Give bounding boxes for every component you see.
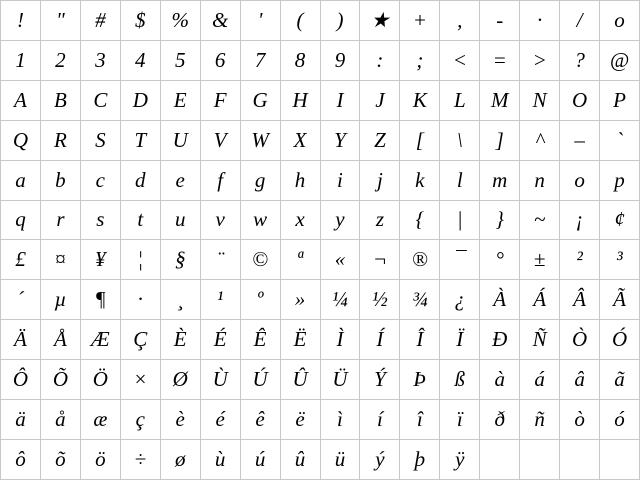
glyph-cell[interactable]: Ã	[600, 280, 640, 320]
glyph-cell[interactable]: Ä	[1, 320, 41, 360]
glyph-cell[interactable]: °	[480, 240, 520, 280]
glyph-cell[interactable]: å	[40, 400, 80, 440]
glyph-cell[interactable]: £	[1, 240, 41, 280]
glyph-cell[interactable]: W	[240, 120, 280, 160]
glyph-cell[interactable]: «	[320, 240, 360, 280]
glyph-cell[interactable]: !	[1, 1, 41, 41]
glyph-cell[interactable]: Á	[520, 280, 560, 320]
glyph-cell[interactable]: À	[480, 280, 520, 320]
glyph-cell[interactable]: ©	[240, 240, 280, 280]
glyph-cell[interactable]: ê	[240, 400, 280, 440]
glyph-cell[interactable]: Ö	[80, 360, 120, 400]
glyph-cell[interactable]: ,	[440, 1, 480, 41]
glyph-cell[interactable]: »	[280, 280, 320, 320]
glyph-cell[interactable]: )	[320, 1, 360, 41]
glyph-cell[interactable]: `	[600, 120, 640, 160]
glyph-cell[interactable]: ì	[320, 400, 360, 440]
table-row	[1, 240, 640, 280]
glyph-cell[interactable]: ¤	[40, 240, 80, 280]
glyph-cell[interactable]: é	[200, 400, 240, 440]
glyph-cell[interactable]: J	[360, 80, 400, 120]
glyph-cell[interactable]: –	[560, 120, 600, 160]
glyph-cell[interactable]: e	[160, 160, 200, 200]
glyph-cell[interactable]: Ü	[320, 360, 360, 400]
glyph-cell[interactable]: g	[240, 160, 280, 200]
glyph-cell[interactable]: ò	[560, 400, 600, 440]
glyph-cell[interactable]: +	[400, 1, 440, 41]
glyph-cell[interactable]: É	[200, 320, 240, 360]
glyph-cell[interactable]: Ð	[480, 320, 520, 360]
glyph-cell[interactable]: h	[280, 160, 320, 200]
glyph-cell[interactable]: Ù	[200, 360, 240, 400]
glyph-cell[interactable]: |	[440, 200, 480, 240]
glyph-cell[interactable]: ¶	[80, 280, 120, 320]
glyph-cell[interactable]: $	[120, 1, 160, 41]
glyph-cell[interactable]: u	[160, 200, 200, 240]
glyph-cell[interactable]: '	[240, 1, 280, 41]
glyph-cell[interactable]: S	[80, 120, 120, 160]
glyph-cell[interactable]: /	[560, 1, 600, 41]
table-row	[1, 439, 640, 479]
glyph-cell[interactable]: ®	[400, 240, 440, 280]
glyph-cell[interactable]: ★	[360, 1, 400, 41]
glyph-cell[interactable]: L	[440, 80, 480, 120]
glyph-cell[interactable]: Õ	[40, 360, 80, 400]
glyph-cell[interactable]: Û	[280, 360, 320, 400]
glyph-cell[interactable]: O	[560, 80, 600, 120]
glyph-cell[interactable]: Ê	[240, 320, 280, 360]
glyph-cell[interactable]: r	[40, 200, 80, 240]
glyph-cell[interactable]: ä	[1, 400, 41, 440]
table-row	[1, 80, 640, 120]
glyph-cell[interactable]: =	[480, 40, 520, 80]
glyph-cell[interactable]: t	[120, 200, 160, 240]
glyph-cell[interactable]: ó	[600, 400, 640, 440]
glyph-cell[interactable]: j	[360, 160, 400, 200]
glyph-cell[interactable]: 4	[120, 40, 160, 80]
glyph-cell[interactable]: F	[200, 80, 240, 120]
glyph-cell[interactable]: v	[200, 200, 240, 240]
table-row	[1, 1, 640, 41]
glyph-cell[interactable]: ð	[480, 400, 520, 440]
glyph-cell[interactable]: k	[400, 160, 440, 200]
glyph-cell[interactable]: ×	[120, 360, 160, 400]
glyph-cell[interactable]: f	[200, 160, 240, 200]
glyph-cell[interactable]: Ú	[240, 360, 280, 400]
glyph-cell[interactable]: ¬	[360, 240, 400, 280]
glyph-cell[interactable]: -	[480, 1, 520, 41]
glyph-cell[interactable]: o	[560, 160, 600, 200]
glyph-cell[interactable]: z	[360, 200, 400, 240]
glyph-cell[interactable]: õ	[40, 439, 80, 479]
glyph-cell[interactable]: B	[40, 80, 80, 120]
glyph-cell[interactable]: M	[480, 80, 520, 120]
glyph-cell[interactable]: ú	[240, 439, 280, 479]
glyph-cell[interactable]: µ	[40, 280, 80, 320]
glyph-cell[interactable]: D	[120, 80, 160, 120]
glyph-cell[interactable]: ¢	[600, 200, 640, 240]
glyph-cell[interactable]: ¦	[120, 240, 160, 280]
glyph-cell[interactable]: ·	[120, 280, 160, 320]
table-row	[1, 320, 640, 360]
glyph-cell[interactable]: 9	[320, 40, 360, 80]
glyph-cell[interactable]: H	[280, 80, 320, 120]
table-row	[1, 200, 640, 240]
glyph-cell[interactable]: ¿	[440, 280, 480, 320]
glyph-cell[interactable]: ñ	[520, 400, 560, 440]
glyph-cell[interactable]: "	[40, 1, 80, 41]
glyph-cell[interactable]: a	[1, 160, 41, 200]
glyph-cell[interactable]: í	[360, 400, 400, 440]
glyph-cell[interactable]: ¸	[160, 280, 200, 320]
glyph-cell[interactable]: ç	[120, 400, 160, 440]
glyph-cell[interactable]: (	[280, 1, 320, 41]
glyph-cell[interactable]: ?	[560, 40, 600, 80]
glyph-cell[interactable]: X	[280, 120, 320, 160]
glyph-cell[interactable]: ¨	[200, 240, 240, 280]
table-row	[1, 280, 640, 320]
glyph-cell[interactable]: [	[400, 120, 440, 160]
glyph-cell[interactable]: C	[80, 80, 120, 120]
glyph-cell[interactable]: {	[400, 200, 440, 240]
glyph-cell[interactable]: &	[200, 1, 240, 41]
glyph-cell[interactable]: ï	[440, 400, 480, 440]
glyph-cell[interactable]: m	[480, 160, 520, 200]
glyph-cell[interactable]: ·	[520, 1, 560, 41]
glyph-cell[interactable]: ª	[280, 240, 320, 280]
glyph-cell[interactable]: Ç	[120, 320, 160, 360]
glyph-cell[interactable]: ¯	[440, 240, 480, 280]
glyph-cell[interactable]: ¼	[320, 280, 360, 320]
glyph-cell[interactable]: ³	[600, 240, 640, 280]
glyph-cell[interactable]: T	[120, 120, 160, 160]
glyph-cell[interactable]: ô	[1, 439, 41, 479]
glyph-cell[interactable]: ]	[480, 120, 520, 160]
glyph-cell[interactable]: Å	[40, 320, 80, 360]
glyph-cell[interactable]: o	[600, 1, 640, 41]
glyph-cell[interactable]: Ë	[280, 320, 320, 360]
glyph-cell[interactable]: N	[520, 80, 560, 120]
glyph-cell[interactable]: 1	[1, 40, 41, 80]
glyph-cell[interactable]: á	[520, 360, 560, 400]
glyph-cell[interactable]: s	[80, 200, 120, 240]
glyph-cell[interactable]: >	[520, 40, 560, 80]
glyph-cell[interactable]: 8	[280, 40, 320, 80]
glyph-cell[interactable]: G	[240, 80, 280, 120]
glyph-cell[interactable]: È	[160, 320, 200, 360]
glyph-cell[interactable]: ß	[440, 360, 480, 400]
glyph-cell[interactable]: 2	[40, 40, 80, 80]
glyph-cell-empty	[600, 439, 640, 479]
glyph-cell[interactable]: I	[320, 80, 360, 120]
glyph-cell[interactable]: V	[200, 120, 240, 160]
glyph-cell[interactable]: ¡	[560, 200, 600, 240]
glyph-cell[interactable]: î	[400, 400, 440, 440]
glyph-cell[interactable]: Ó	[600, 320, 640, 360]
glyph-cell[interactable]: E	[160, 80, 200, 120]
glyph-cell[interactable]: 5	[160, 40, 200, 80]
glyph-cell[interactable]: Â	[560, 280, 600, 320]
table-row	[1, 160, 640, 200]
glyph-cell[interactable]: R	[40, 120, 80, 160]
table-row	[1, 40, 640, 80]
glyph-cell[interactable]: #	[80, 1, 120, 41]
glyph-cell[interactable]: ÷	[120, 439, 160, 479]
glyph-cell[interactable]: 3	[80, 40, 120, 80]
glyph-cell[interactable]: y	[320, 200, 360, 240]
glyph-cell[interactable]: ¹	[200, 280, 240, 320]
glyph-cell[interactable]: è	[160, 400, 200, 440]
glyph-cell[interactable]: Ï	[440, 320, 480, 360]
glyph-cell[interactable]: ;	[400, 40, 440, 80]
table-row	[1, 120, 640, 160]
glyph-cell[interactable]: ø	[160, 439, 200, 479]
table-row	[1, 360, 640, 400]
glyph-cell[interactable]: Ý	[360, 360, 400, 400]
glyph-cell-empty	[480, 439, 520, 479]
glyph-cell[interactable]: \	[440, 120, 480, 160]
glyph-cell[interactable]: ý	[360, 439, 400, 479]
glyph-cell[interactable]: ü	[320, 439, 360, 479]
glyph-cell[interactable]: Ì	[320, 320, 360, 360]
glyph-cell[interactable]: 6	[200, 40, 240, 80]
table-row	[1, 400, 640, 440]
glyph-cell[interactable]: º	[240, 280, 280, 320]
glyph-cell[interactable]: Y	[320, 120, 360, 160]
glyph-cell[interactable]: à	[480, 360, 520, 400]
glyph-cell[interactable]: ë	[280, 400, 320, 440]
glyph-cell-empty	[560, 439, 600, 479]
glyph-cell[interactable]: b	[40, 160, 80, 200]
glyph-cell[interactable]: d	[120, 160, 160, 200]
glyph-cell[interactable]: Þ	[400, 360, 440, 400]
glyph-cell[interactable]: ã	[600, 360, 640, 400]
glyph-cell[interactable]: Æ	[80, 320, 120, 360]
glyph-cell[interactable]: Ò	[560, 320, 600, 360]
glyph-cell[interactable]: w	[240, 200, 280, 240]
glyph-cell[interactable]: q	[1, 200, 41, 240]
glyph-cell[interactable]: ¾	[400, 280, 440, 320]
glyph-cell[interactable]: n	[520, 160, 560, 200]
glyph-cell[interactable]: ¥	[80, 240, 120, 280]
glyph-cell[interactable]: ^	[520, 120, 560, 160]
glyph-cell[interactable]: Q	[1, 120, 41, 160]
glyph-cell[interactable]: l	[440, 160, 480, 200]
glyph-cell[interactable]: A	[1, 80, 41, 120]
glyph-cell[interactable]: <	[440, 40, 480, 80]
glyph-cell[interactable]: ~	[520, 200, 560, 240]
glyph-cell[interactable]: x	[280, 200, 320, 240]
glyph-cell[interactable]: ÿ	[440, 439, 480, 479]
glyph-cell[interactable]: û	[280, 439, 320, 479]
glyph-cell[interactable]: }	[480, 200, 520, 240]
glyph-cell[interactable]: Î	[400, 320, 440, 360]
glyph-cell[interactable]: Ø	[160, 360, 200, 400]
glyph-cell[interactable]: Í	[360, 320, 400, 360]
glyph-cell[interactable]: Z	[360, 120, 400, 160]
glyph-cell[interactable]: æ	[80, 400, 120, 440]
glyph-cell-empty	[520, 439, 560, 479]
glyph-cell[interactable]: §	[160, 240, 200, 280]
glyph-cell[interactable]: p	[600, 160, 640, 200]
glyph-cell[interactable]: ù	[200, 439, 240, 479]
glyph-cell[interactable]: Ñ	[520, 320, 560, 360]
glyph-cell[interactable]: ½	[360, 280, 400, 320]
glyph-cell[interactable]: 7	[240, 40, 280, 80]
glyph-cell[interactable]: U	[160, 120, 200, 160]
glyph-cell[interactable]: ´	[1, 280, 41, 320]
glyph-cell[interactable]: K	[400, 80, 440, 120]
glyph-cell[interactable]: ±	[520, 240, 560, 280]
glyph-cell[interactable]: Ô	[1, 360, 41, 400]
glyph-cell[interactable]: ö	[80, 439, 120, 479]
glyph-cell[interactable]: P	[600, 80, 640, 120]
glyph-cell[interactable]: @	[600, 40, 640, 80]
glyph-cell[interactable]: c	[80, 160, 120, 200]
glyph-cell[interactable]: %	[160, 1, 200, 41]
glyph-cell[interactable]: ²	[560, 240, 600, 280]
glyph-cell[interactable]: þ	[400, 439, 440, 479]
glyph-cell[interactable]: :	[360, 40, 400, 80]
glyph-map-body	[1, 1, 640, 480]
glyph-cell[interactable]: i	[320, 160, 360, 200]
glyph-cell[interactable]: â	[560, 360, 600, 400]
